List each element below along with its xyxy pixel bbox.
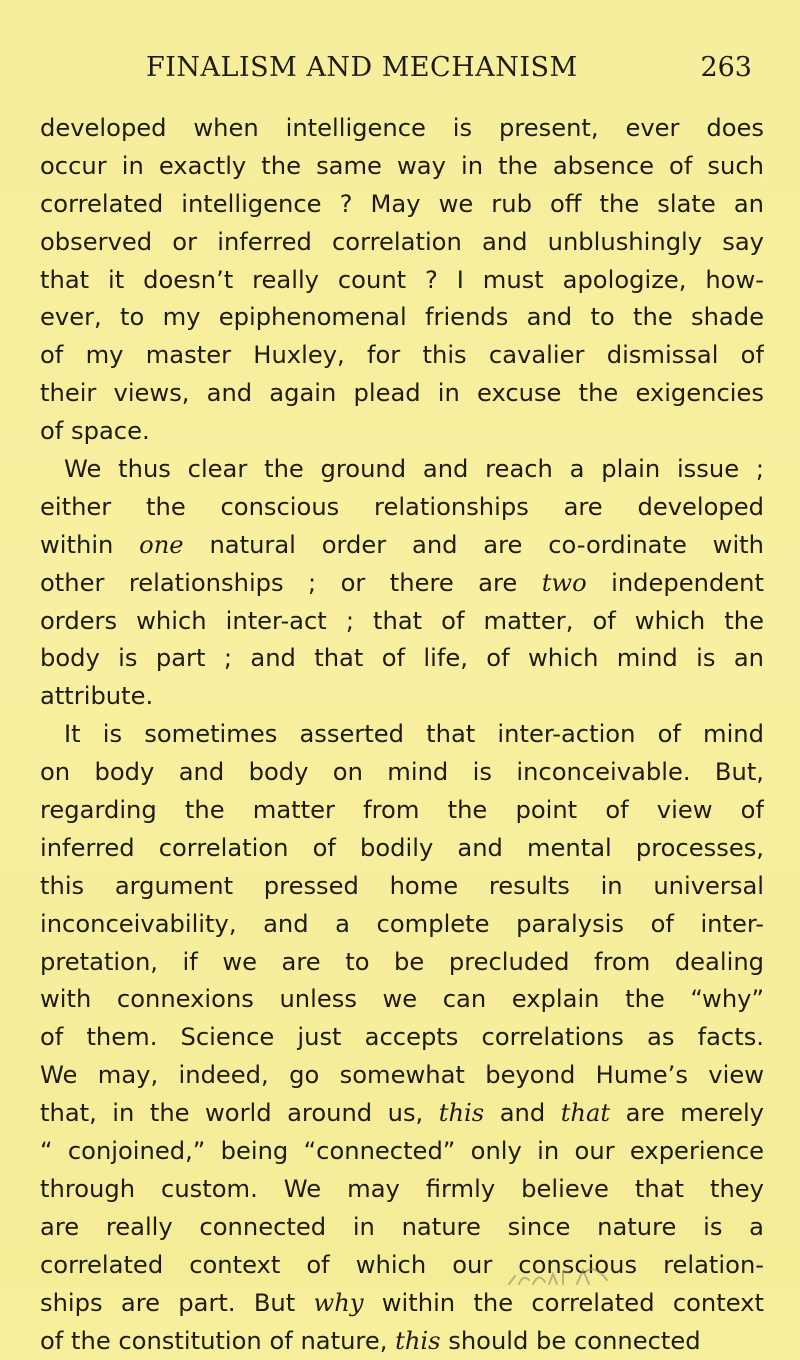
page-number: 263 — [700, 52, 752, 83]
text-line: correlated context of which our conscious relation- — [40, 1247, 764, 1285]
italic-word: that — [561, 1099, 610, 1127]
italic-word: this — [395, 1327, 440, 1355]
text-line: observed or inferred correlation and unblushingly say — [40, 224, 764, 262]
text-line — [40, 1323, 764, 1360]
text-line: “ conjoined,” being “connected” only in our experience — [40, 1133, 764, 1171]
text-line: this argument pressed home results in universal — [40, 868, 764, 906]
italic-word: this — [439, 1099, 484, 1127]
text-line: their views, and again plead in excuse the exigencies — [40, 375, 764, 413]
text-run: should be connected — [441, 1327, 701, 1355]
text-run: and — [484, 1099, 560, 1127]
italic-word: one — [139, 531, 183, 559]
italic-word: why — [314, 1289, 364, 1317]
running-head — [0, 52, 800, 92]
body-text — [40, 110, 764, 1360]
text-run: ships are part. But — [40, 1289, 314, 1317]
text-line: It is sometimes asserted that inter-action of mind — [40, 716, 764, 754]
text-run: natural order and are co-ordinate with — [184, 531, 764, 559]
text-line: developed when intelligence is present, ever does — [40, 110, 764, 148]
text-line: orders which inter-act ; that of matter, of which the — [40, 603, 764, 641]
text-run: of the constitution of nature, — [40, 1327, 395, 1355]
text-line — [40, 1095, 764, 1133]
text-line: We may, indeed, go somewhat beyond Hume’s view — [40, 1057, 764, 1095]
text-line: of them. Science just accepts correlations as facts. — [40, 1019, 764, 1057]
text-line: are really connected in nature since nature is a — [40, 1209, 764, 1247]
text-line: through custom. We may firmly believe that they — [40, 1171, 764, 1209]
text-run: within — [40, 531, 139, 559]
text-line: of space. — [40, 413, 764, 451]
text-line: regarding the matter from the point of view of — [40, 792, 764, 830]
text-line: ever, to my epiphenomenal friends and to the shade — [40, 299, 764, 337]
text-line: on body and body on mind is inconceivable. But, — [40, 754, 764, 792]
text-line: inconceivability, and a complete paralysis of inter- — [40, 906, 764, 944]
text-line — [40, 565, 764, 603]
text-run: other relationships ; or there are — [40, 569, 542, 597]
text-run: are merely — [610, 1099, 764, 1127]
text-run: independent — [587, 569, 764, 597]
running-title: FINALISM AND MECHANISM — [146, 52, 578, 83]
text-line: of my master Huxley, for this cavalier dismissal of — [40, 337, 764, 375]
text-line: attribute. — [40, 678, 764, 716]
text-line: correlated intelligence ? May we rub off the slate an — [40, 186, 764, 224]
library-stamp-mark — [505, 1250, 615, 1287]
text-line: inferred correlation of bodily and mental processes, — [40, 830, 764, 868]
text-run: that, in the world around us, — [40, 1099, 439, 1127]
italic-word: two — [542, 569, 587, 597]
text-run: within the correlated context — [363, 1289, 764, 1317]
text-line — [40, 527, 764, 565]
text-line: that it doesn’t really count ? I must apologize, how- — [40, 262, 764, 300]
text-line: We thus clear the ground and reach a plain issue ; — [40, 451, 764, 489]
text-line: with connexions unless we can explain the “why” — [40, 981, 764, 1019]
text-line: occur in exactly the same way in the absence of such — [40, 148, 764, 186]
text-line — [40, 1285, 764, 1323]
text-line: either the conscious relationships are developed — [40, 489, 764, 527]
text-line: body is part ; and that of life, of which mind is an — [40, 640, 764, 678]
text-line: pretation, if we are to be precluded from dealing — [40, 944, 764, 982]
